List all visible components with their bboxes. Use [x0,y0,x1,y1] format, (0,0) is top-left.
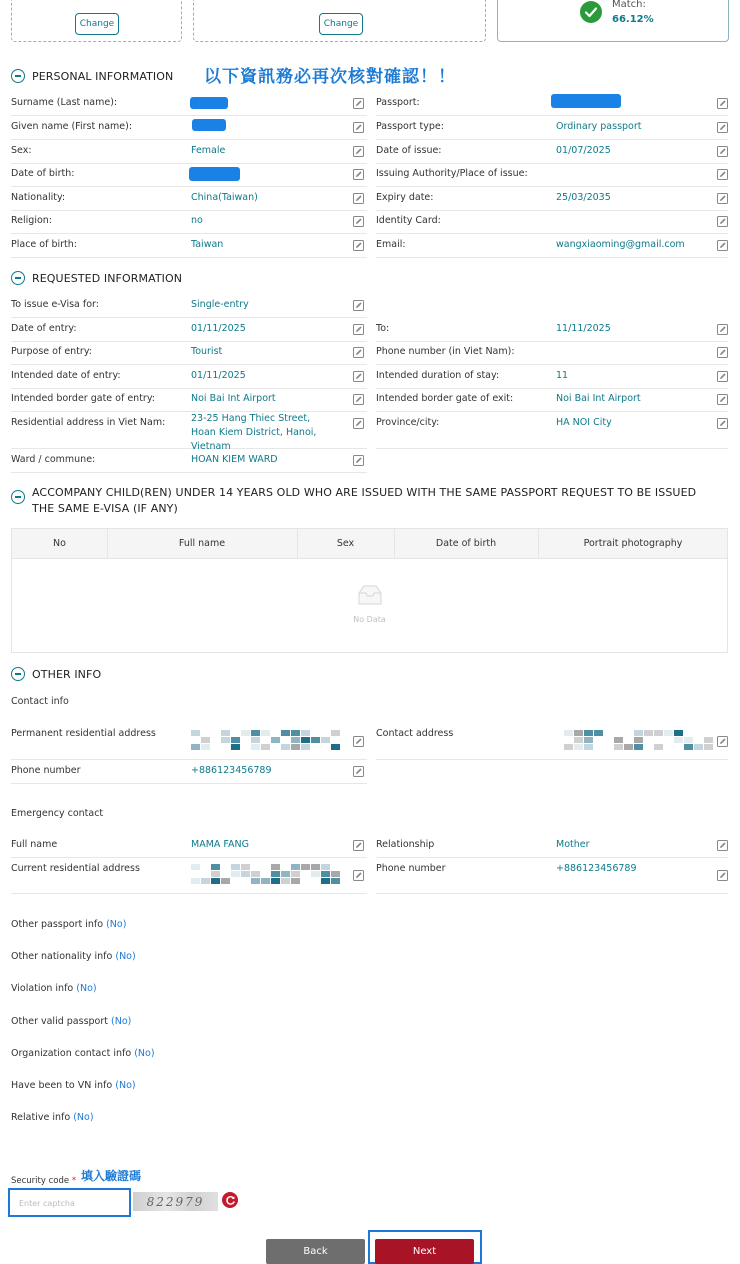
mosaic-pixel [251,878,260,884]
mosaic-pixel [271,864,280,870]
field-label: Surname (Last name): [11,97,118,108]
edit-icon[interactable] [717,347,728,358]
field-row [11,318,367,342]
mosaic-pixel [664,730,673,736]
edit-icon[interactable] [717,394,728,405]
field-value: Noi Bai Int Airport [556,393,641,404]
other-info-line[interactable] [11,1016,131,1027]
mosaic-pixel [704,737,713,743]
column-header-no: No [53,538,66,549]
mosaic-pixel [634,737,643,743]
section-title: ACCOMPANY CHILD(REN) UNDER 14 YEARS OLD WHO ARE ISSUED WITH THE SAME PASSPORT REQUEST TO BE ISSUED THE SAME E-VISA (IF ANY) [32,486,697,515]
field-value: 23-25 Hang Thiec Street, Hoan Kiem District, Hanoi, Vietnam [191,413,317,452]
info-label: Have been to VN info [11,1080,113,1091]
edit-icon[interactable] [717,122,728,133]
mosaic-pixel [221,878,230,884]
collapse-icon[interactable] [11,69,25,83]
mosaic-pixel [251,744,260,750]
mosaic-pixel [614,737,623,743]
field-value: +886123456789 [556,863,637,874]
info-flag: (No) [73,1112,94,1123]
pixelated-address [564,730,709,752]
contact-info-heading: Contact info [11,696,69,707]
mosaic-pixel [291,744,300,750]
mosaic-pixel [684,744,693,750]
section-personal-information[interactable] [11,69,173,83]
mosaic-pixel [311,871,320,877]
captcha-input[interactable]: Enter captcha [8,1188,131,1217]
children-table [11,528,728,653]
field-label: Intended border gate of entry: [11,393,155,404]
security-code-label [11,1176,76,1186]
edit-icon[interactable] [353,418,364,429]
mosaic-pixel [241,871,250,877]
field-row [11,412,367,452]
mosaic-pixel [684,737,693,743]
table-header [12,529,727,559]
mosaic-pixel [704,744,713,750]
field-label: To: [376,323,390,334]
field-row [376,163,728,187]
field-value: MAMA FANG [191,839,249,850]
field-label: Province/city: [376,417,440,428]
edit-icon[interactable] [717,371,728,382]
field-value: HOAN KIEM WARD [191,454,278,465]
field-row [11,294,367,318]
edit-icon[interactable] [353,394,364,405]
mosaic-pixel [191,878,200,884]
field-value: 11 [556,370,569,381]
check-icon [580,1,602,23]
field-value: wangxiaoming@gmail.com [556,239,685,250]
mosaic-pixel [634,744,643,750]
redacted-value [192,119,226,131]
mosaic-pixel [634,730,643,736]
field-value: 01/11/2025 [191,323,246,334]
field-label: Intended border gate of exit: [376,393,514,404]
security-code-text: Security code [11,1176,70,1186]
edit-icon[interactable] [353,216,364,227]
field-label: Phone number [11,765,81,776]
mosaic-pixel [674,730,683,736]
field-label: Full name [11,839,58,850]
info-flag: (No) [76,983,97,994]
section-accompany-children[interactable] [11,485,726,517]
field-row [11,140,367,164]
match-value: 66.12% [612,14,654,25]
field-label: Date of issue: [376,145,442,156]
edit-icon[interactable] [717,98,728,109]
field-row [376,412,728,449]
field-value: Taiwan [191,239,224,250]
mosaic-pixel [281,878,290,884]
edit-icon[interactable] [353,146,364,157]
mosaic-pixel [654,730,663,736]
field-value: Tourist [191,346,223,357]
other-info-line[interactable] [11,951,136,962]
mosaic-pixel [694,744,703,750]
mosaic-pixel [271,871,280,877]
mosaic-pixel [251,871,260,877]
contact-phone-row [11,760,367,784]
field-label: Email: [376,239,406,250]
mosaic-pixel [624,744,633,750]
section-other-info[interactable] [11,667,101,681]
field-row [376,116,728,140]
document-upload-box-1 [11,0,182,42]
match-label: Match: [612,0,646,10]
mosaic-pixel [231,737,240,743]
section-title: OTHER INFO [32,667,102,681]
field-row [376,341,728,365]
edit-icon[interactable] [717,324,728,335]
column-header-sex: Sex [336,538,355,549]
field-row [11,187,367,211]
mosaic-pixel [564,730,573,736]
mosaic-pixel [221,737,230,743]
edit-icon[interactable] [353,736,364,747]
mosaic-pixel [311,737,320,743]
edit-icon[interactable] [717,240,728,251]
column-header-full-name: Full name [178,538,226,549]
field-value: +886123456789 [191,765,272,776]
field-label: Given name (First name): [11,121,133,132]
mosaic-pixel [574,737,583,743]
mosaic-pixel [311,864,320,870]
field-label: Expiry date: [376,192,434,203]
field-label: Religion: [11,215,53,226]
mosaic-pixel [654,744,663,750]
info-flag: (No) [111,1016,132,1027]
field-label: Residential address in Viet Nam: [11,417,166,428]
info-flag: (No) [115,951,136,962]
mosaic-pixel [584,730,593,736]
next-button[interactable]: Next [375,1239,474,1264]
edit-icon[interactable] [717,840,728,851]
field-row [11,234,367,258]
mosaic-pixel [231,864,240,870]
field-value: 25/03/2035 [556,192,611,203]
mosaic-pixel [261,878,270,884]
edit-icon[interactable] [717,193,728,204]
back-button[interactable]: Back [266,1239,365,1264]
field-row [376,234,728,258]
mosaic-pixel [281,744,290,750]
change-button[interactable]: Change [75,13,119,35]
field-label: Issuing Authority/Place of issue: [376,168,528,179]
field-label: Purpose of entry: [11,346,92,357]
mosaic-pixel [301,730,310,736]
field-row [376,187,728,211]
mosaic-pixel [564,744,573,750]
edit-icon[interactable] [717,736,728,747]
mosaic-pixel [321,878,330,884]
redacted-value [551,94,621,108]
field-value: Mother [556,839,590,850]
field-value: China(Taiwan) [191,192,258,203]
other-info-line[interactable] [11,1048,155,1059]
emergency-phone-row [376,858,728,894]
mosaic-pixel [251,737,260,743]
captcha-image [133,1192,218,1211]
field-label: Date of entry: [11,323,77,334]
pixelated-address [191,864,336,888]
info-label: Violation info [11,983,74,994]
mosaic-pixel [331,730,340,736]
emergency-fullname-row [11,834,367,858]
field-label: To issue e-Visa for: [11,299,99,310]
field-label: Date of birth: [11,168,75,179]
collapse-icon[interactable] [11,490,25,504]
captcha-text: 822979 [146,1194,205,1209]
mosaic-pixel [614,744,623,750]
mosaic-pixel [574,744,583,750]
mosaic-pixel [331,871,340,877]
redacted-value [190,97,228,109]
change-button[interactable]: Change [319,13,363,35]
mosaic-pixel [301,744,310,750]
other-info-line[interactable] [11,1112,94,1123]
field-label: Sex: [11,145,32,156]
emergency-address-row [11,858,367,894]
mosaic-pixel [201,737,210,743]
mosaic-pixel [321,871,330,877]
redacted-value [189,167,240,181]
mosaic-pixel [644,730,653,736]
mosaic-pixel [321,737,330,743]
info-label: Other passport info [11,919,104,930]
mosaic-pixel [281,730,290,736]
mosaic-pixel [201,878,210,884]
collapse-icon[interactable] [11,271,25,285]
mosaic-pixel [584,744,593,750]
edit-icon[interactable] [353,870,364,881]
field-label: Relationship [376,839,435,850]
edit-icon[interactable] [717,870,728,881]
info-flag: (No) [106,919,127,930]
field-row [376,318,728,342]
permanent-address-row [11,722,367,760]
edit-icon[interactable] [717,169,728,180]
field-row [376,388,728,412]
edit-icon[interactable] [353,347,364,358]
match-box [497,0,729,42]
section-requested-information[interactable] [11,271,182,285]
field-row [376,365,728,389]
mosaic-pixel [241,730,250,736]
field-row [11,341,367,365]
other-info-line[interactable] [11,919,126,930]
mosaic-pixel [231,744,240,750]
field-label: Place of birth: [11,239,77,250]
mosaic-pixel [201,744,210,750]
mosaic-pixel [271,878,280,884]
field-row [11,449,367,473]
mosaic-pixel [231,871,240,877]
mosaic-pixel [251,730,260,736]
mosaic-pixel [241,864,250,870]
mosaic-pixel [261,730,270,736]
field-row [11,116,367,140]
field-row [11,388,367,412]
info-label: Organization contact info [11,1048,132,1059]
field-label: Phone number [376,863,446,874]
field-row [376,210,728,234]
edit-icon[interactable] [353,324,364,335]
section-title: PERSONAL INFORMATION [32,69,174,83]
pixelated-address [191,730,336,752]
mosaic-pixel [291,878,300,884]
info-label: Other valid passport [11,1016,108,1027]
edit-icon[interactable] [353,840,364,851]
edit-icon[interactable] [353,193,364,204]
info-flag: (No) [134,1048,155,1059]
edit-icon[interactable] [717,146,728,157]
mosaic-pixel [301,737,310,743]
mosaic-pixel [291,730,300,736]
other-info-line[interactable] [11,1080,136,1091]
mosaic-pixel [331,744,340,750]
collapse-icon[interactable] [11,667,25,681]
edit-icon[interactable] [353,122,364,133]
field-value: Noi Bai Int Airport [191,393,276,404]
field-value: 11/11/2025 [556,323,611,334]
field-row [11,365,367,389]
info-label: Other nationality info [11,951,113,962]
verification-notice: 以下資訊務必再次核對確認！！ [204,67,456,87]
field-value: Single-entry [191,299,249,310]
emergency-contact-heading: Emergency contact [11,808,104,819]
mosaic-pixel [191,730,200,736]
empty-inbox-icon [356,584,384,606]
mosaic-pixel [261,744,270,750]
field-row [11,210,367,234]
field-value: 01/07/2025 [556,145,611,156]
field-value: Female [191,145,226,156]
captcha-hint: 填入驗證碼 [81,1169,142,1183]
mosaic-pixel [291,871,300,877]
other-info-line[interactable] [11,983,97,994]
empty-state-text: No Data [353,615,386,624]
refresh-captcha-icon[interactable] [222,1192,238,1208]
field-row [376,140,728,164]
mosaic-pixel [191,744,200,750]
field-label: Passport type: [376,121,444,132]
mosaic-pixel [211,864,220,870]
mosaic-pixel [221,730,230,736]
edit-icon[interactable] [353,98,364,109]
edit-icon[interactable] [353,169,364,180]
field-label: Phone number (in Viet Nam): [376,346,515,357]
info-label: Relative info [11,1112,71,1123]
section-title: REQUESTED INFORMATION [32,271,183,285]
edit-icon[interactable] [717,418,728,429]
field-value: Ordinary passport [556,121,642,132]
mosaic-pixel [211,871,220,877]
field-label: Intended date of entry: [11,370,121,381]
edit-icon[interactable] [353,371,364,382]
edit-icon[interactable] [353,766,364,777]
field-label: Nationality: [11,192,66,203]
mosaic-pixel [331,878,340,884]
field-label: Contact address [376,728,454,739]
mosaic-pixel [301,864,310,870]
document-upload-box-2 [193,0,486,42]
mosaic-pixel [291,864,300,870]
mosaic-pixel [271,737,280,743]
field-label: Identity Card: [376,215,441,226]
field-label: Ward / commune: [11,454,96,465]
column-header-date-of-birth: Date of birth [435,538,497,549]
column-header-portrait: Portrait photography [583,538,683,549]
field-label: Permanent residential address [11,728,156,739]
edit-icon[interactable] [353,455,364,466]
mosaic-pixel [191,864,200,870]
field-value: no [191,215,203,226]
field-label: Passport: [376,97,420,108]
required-mark: * [71,1176,77,1186]
mosaic-pixel [211,878,220,884]
edit-icon[interactable] [717,216,728,227]
edit-icon[interactable] [353,240,364,251]
mosaic-pixel [594,730,603,736]
field-value: HA NOI City [556,417,612,428]
field-label: Intended duration of stay: [376,370,500,381]
field-row [11,92,367,116]
info-flag: (No) [115,1080,136,1091]
emergency-relationship-row [376,834,728,858]
mosaic-pixel [584,737,593,743]
mosaic-pixel [674,737,683,743]
field-label: Current residential address [11,863,140,874]
edit-icon[interactable] [353,300,364,311]
mosaic-pixel [281,871,290,877]
mosaic-pixel [291,737,300,743]
contact-address-row [376,722,728,760]
field-value: 01/11/2025 [191,370,246,381]
mosaic-pixel [574,730,583,736]
mosaic-pixel [321,864,330,870]
